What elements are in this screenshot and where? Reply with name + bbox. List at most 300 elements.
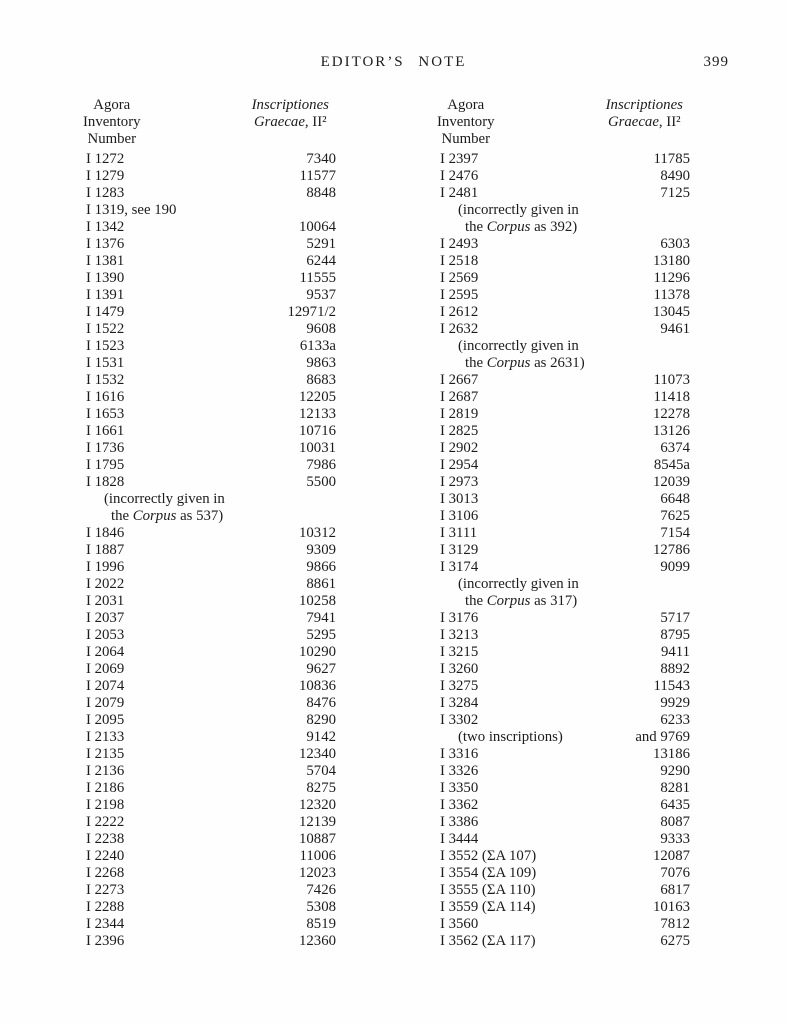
table-row xyxy=(440,814,700,831)
ig-number-cell: 9411 xyxy=(660,644,690,660)
inventory-number-cell: I 3302 xyxy=(440,712,479,728)
inventory-number-cell: I 2135 xyxy=(86,746,125,762)
inventory-number-cell: I 2186 xyxy=(86,780,125,796)
ig-number-cell: 12039 xyxy=(653,474,690,490)
table-row xyxy=(86,593,346,610)
inventory-number-cell: I 2687 xyxy=(440,389,479,405)
ig-number-cell: 8861 xyxy=(306,576,336,592)
ig-header-italic: Graecae, xyxy=(607,114,663,130)
ig-number-cell: 6303 xyxy=(660,236,690,252)
inventory-number-cell: I 3260 xyxy=(440,661,479,677)
table-row xyxy=(86,678,346,695)
table-row xyxy=(440,270,700,287)
ig-number-cell: 12087 xyxy=(653,848,690,864)
ig-number-cell xyxy=(590,593,700,610)
ig-number-cell: 7941 xyxy=(306,610,336,626)
ig-number-cell: 11555 xyxy=(299,270,336,286)
inventory-number-cell: I 1523 xyxy=(86,338,125,354)
table-row xyxy=(440,236,700,253)
table-row xyxy=(86,372,346,389)
ig-number-cell: 9608 xyxy=(306,321,336,337)
ig-number-cell xyxy=(590,355,700,372)
inventory-header-line: Agora xyxy=(447,97,485,113)
ig-number-cell: 9142 xyxy=(306,729,336,745)
ig-number-cell: 13126 xyxy=(653,423,690,439)
table-row xyxy=(440,848,700,865)
table-row xyxy=(440,406,700,423)
inventory-header-line: Number xyxy=(87,131,137,147)
inventory-number-cell: I 2902 xyxy=(440,440,479,456)
ig-number-cell: 5308 xyxy=(306,899,336,915)
ig-number-cell: 8281 xyxy=(660,780,690,796)
table-row xyxy=(440,525,700,542)
ig-number-cell: 11543 xyxy=(653,678,690,694)
ig-number-cell: 6817 xyxy=(660,882,690,898)
ig-number-cell: 12023 xyxy=(299,865,336,881)
inventory-number-cell: I 3316 xyxy=(440,746,479,762)
inventory-number-cell: I 2825 xyxy=(440,423,479,439)
inventory-number-cell: I 1391 xyxy=(86,287,125,303)
ig-number-cell: 5291 xyxy=(306,236,336,252)
ig-number-cell: 11073 xyxy=(653,372,690,388)
inventory-number-cell: I 2476 xyxy=(440,168,479,184)
inventory-number-cell: I 1522 xyxy=(86,321,125,337)
inventory-number-cell: I 1616 xyxy=(86,389,125,405)
table-row xyxy=(86,814,346,831)
table-row xyxy=(440,491,700,508)
table-row xyxy=(86,916,346,933)
table-row xyxy=(86,729,346,746)
ig-number-cell: 7125 xyxy=(660,185,690,201)
table-row xyxy=(86,338,346,355)
inventory-number-cell: I 2079 xyxy=(86,695,125,711)
inventory-number-cell: I 1846 xyxy=(86,525,125,541)
inventory-number-cell: I 2288 xyxy=(86,899,125,915)
table-row xyxy=(86,644,346,661)
table-note-row xyxy=(440,576,700,593)
inventory-number-cell: I 1283 xyxy=(86,185,125,201)
note-text-cell: (incorrectly given in xyxy=(458,202,579,218)
inventory-number-cell: I 3275 xyxy=(440,678,479,694)
inventory-header-line: Inventory xyxy=(437,114,495,130)
table-row xyxy=(440,899,700,916)
column-headers xyxy=(437,97,700,148)
table-row xyxy=(86,389,346,406)
note-text-cell: the Corpus as 2631) xyxy=(465,355,585,371)
table-row xyxy=(440,610,700,627)
ig-number-cell: 7625 xyxy=(660,508,690,524)
note-italic-word: Corpus xyxy=(132,508,177,524)
ig-number-cell xyxy=(590,219,700,236)
ig-number-cell: 10887 xyxy=(299,831,336,847)
table-row xyxy=(86,712,346,729)
ig-number-cell: and 9769 xyxy=(635,729,690,745)
table-note-row xyxy=(86,508,346,525)
ig-number-cell: 8848 xyxy=(306,185,336,201)
inventory-number-cell: I 3552 (ΣΑ 107) xyxy=(440,848,537,864)
inventory-number-cell: I 2240 xyxy=(86,848,125,864)
ig-header-italic: Inscriptiones xyxy=(605,97,683,113)
table-note-row xyxy=(86,491,346,508)
inventory-number-cell: I 3106 xyxy=(440,508,479,524)
ig-number-cell xyxy=(590,202,700,219)
inventory-number-cell: I 2819 xyxy=(440,406,479,422)
column-headers xyxy=(83,97,346,148)
table-row xyxy=(440,831,700,848)
ig-number-cell: 8275 xyxy=(306,780,336,796)
ig-number-cell: 9866 xyxy=(306,559,336,575)
inventory-number-cell: I 3013 xyxy=(440,491,479,507)
table-row xyxy=(440,185,700,202)
ig-header-roman: II² xyxy=(308,114,327,130)
ig-number-cell xyxy=(236,491,346,508)
inventory-number-cell: I 2222 xyxy=(86,814,125,830)
table-row xyxy=(86,304,346,321)
note-text-cell: the Corpus as 392) xyxy=(465,219,578,235)
inventory-number-cell: I 3560 xyxy=(440,916,479,932)
inventory-number-cell: I 3386 xyxy=(440,814,479,830)
inventory-number-cell: I 1653 xyxy=(86,406,125,422)
ig-number-cell: 6435 xyxy=(660,797,690,813)
inventory-number-cell: I 1532 xyxy=(86,372,125,388)
concordance-column-left xyxy=(83,97,346,950)
table-row xyxy=(440,712,700,729)
table-note-row xyxy=(440,219,700,236)
ig-number-cell: 10312 xyxy=(299,525,336,541)
inventory-number-cell: I 1279 xyxy=(86,168,125,184)
table-row xyxy=(86,236,346,253)
note-text-cell: (two inscriptions) xyxy=(458,729,563,745)
ig-number-cell: 8683 xyxy=(306,372,336,388)
inventory-number-cell: I 1479 xyxy=(86,304,125,320)
note-italic-word: Corpus xyxy=(486,355,531,371)
inventory-number-cell: I 1736 xyxy=(86,440,125,456)
table-row xyxy=(86,780,346,797)
table-row xyxy=(86,559,346,576)
table-row xyxy=(86,746,346,763)
ig-header-line xyxy=(589,97,700,114)
table-row xyxy=(86,865,346,882)
inventory-header-line: Inventory xyxy=(83,114,141,130)
inventory-number-cell: I 3176 xyxy=(440,610,479,626)
ig-number-cell: 12133 xyxy=(299,406,336,422)
table-row xyxy=(440,321,700,338)
inventory-number-cell: I 3129 xyxy=(440,542,479,558)
table-row xyxy=(440,253,700,270)
note-italic-word: Corpus xyxy=(486,219,531,235)
table-row xyxy=(440,474,700,491)
table-row xyxy=(86,202,346,219)
table-row xyxy=(440,780,700,797)
table-row xyxy=(440,287,700,304)
table-row xyxy=(86,627,346,644)
ig-header-italic: Inscriptiones xyxy=(251,97,329,113)
inventory-number-cell: I 1996 xyxy=(86,559,125,575)
page-number: 399 xyxy=(703,54,729,70)
table-row xyxy=(86,695,346,712)
table-row xyxy=(440,372,700,389)
inventory-number-cell: I 3554 (ΣΑ 109) xyxy=(440,865,537,881)
ig-number-cell: 10031 xyxy=(299,440,336,456)
table-rows xyxy=(440,151,700,950)
inventory-number-cell: I 1828 xyxy=(86,474,125,490)
ig-number-cell: 5717 xyxy=(660,610,690,626)
table-row xyxy=(440,559,700,576)
inventory-number-cell: I 3562 (ΣΑ 117) xyxy=(440,933,536,949)
inventory-number-cell: I 2238 xyxy=(86,831,125,847)
table-row xyxy=(440,389,700,406)
ig-number-cell: 13180 xyxy=(653,253,690,269)
ig-number-cell: 13045 xyxy=(653,304,690,320)
ig-number-cell: 6233 xyxy=(660,712,690,728)
inventory-number-cell: I 2612 xyxy=(440,304,479,320)
table-row xyxy=(86,899,346,916)
table-row xyxy=(440,440,700,457)
ig-number-cell: 6374 xyxy=(660,440,690,456)
table-row xyxy=(440,644,700,661)
table-row xyxy=(86,423,346,440)
concordance-table xyxy=(83,97,700,950)
table-row xyxy=(440,933,700,950)
page-title: EDITOR’S NOTE xyxy=(320,54,467,70)
inventory-number-cell: I 2397 xyxy=(440,151,479,167)
inventory-number-cell: I 1381 xyxy=(86,253,125,269)
table-row xyxy=(86,797,346,814)
ig-number-cell: 9929 xyxy=(660,695,690,711)
inventory-number-cell: I 2595 xyxy=(440,287,479,303)
ig-header-italic: Graecae, xyxy=(253,114,309,130)
ig-number-cell: 7076 xyxy=(660,865,690,881)
table-row xyxy=(86,610,346,627)
ig-number-cell: 6244 xyxy=(306,253,336,269)
inventory-number-cell: I 2136 xyxy=(86,763,125,779)
inventory-number-cell: I 1887 xyxy=(86,542,125,558)
table-row xyxy=(86,185,346,202)
inventory-number-cell: I 2053 xyxy=(86,627,125,643)
table-row xyxy=(440,763,700,780)
table-row xyxy=(86,882,346,899)
ig-number-cell: 7154 xyxy=(660,525,690,541)
inventory-number-cell: I 1376 xyxy=(86,236,125,252)
inventory-number-cell: I 1661 xyxy=(86,423,125,439)
table-row xyxy=(440,304,700,321)
table-note-row xyxy=(440,338,700,355)
inventory-number-cell: I 2518 xyxy=(440,253,479,269)
inventory-number-cell: I 2954 xyxy=(440,457,479,473)
inventory-number-cell: I 3559 (ΣΑ 114) xyxy=(440,899,536,915)
ig-number-cell xyxy=(590,338,700,355)
concordance-column-right xyxy=(437,97,700,950)
inventory-number-cell: I 2569 xyxy=(440,270,479,286)
table-row xyxy=(440,746,700,763)
ig-number-cell: 7426 xyxy=(306,882,336,898)
inventory-header xyxy=(83,97,141,148)
table-row xyxy=(440,882,700,899)
table-row xyxy=(440,542,700,559)
table-row xyxy=(86,219,346,236)
table-note-row xyxy=(440,729,700,746)
table-row xyxy=(86,831,346,848)
ig-number-cell: 10290 xyxy=(299,644,336,660)
table-row xyxy=(86,542,346,559)
ig-number-cell: 5500 xyxy=(306,474,336,490)
inventory-number-cell: I 3111 xyxy=(440,525,478,541)
ig-number-cell: 8476 xyxy=(306,695,336,711)
ig-number-cell: 11785 xyxy=(653,151,690,167)
note-text-cell: the Corpus as 537) xyxy=(111,508,224,524)
inventory-number-cell: I 3326 xyxy=(440,763,479,779)
inventory-number-cell: I 1342 xyxy=(86,219,125,235)
ig-number-cell: 11577 xyxy=(299,168,336,184)
ig-number-cell: 12786 xyxy=(653,542,690,558)
ig-header xyxy=(589,97,700,148)
ig-number-cell: 11006 xyxy=(299,848,336,864)
table-note-row xyxy=(440,593,700,610)
ig-number-cell: 6648 xyxy=(660,491,690,507)
inventory-number-cell: I 2074 xyxy=(86,678,125,694)
ig-number-cell: 12205 xyxy=(299,389,336,405)
table-row xyxy=(440,168,700,185)
table-row xyxy=(440,508,700,525)
table-row xyxy=(440,916,700,933)
inventory-number-cell: I 2268 xyxy=(86,865,125,881)
table-row xyxy=(86,287,346,304)
inventory-number-cell: I 1272 xyxy=(86,151,125,167)
ig-header-line xyxy=(235,114,346,131)
table-row xyxy=(86,253,346,270)
ig-number-cell: 10258 xyxy=(299,593,336,609)
ig-number-cell: 7340 xyxy=(306,151,336,167)
table-row xyxy=(86,321,346,338)
inventory-number-cell: I 2037 xyxy=(86,610,125,626)
note-text-cell: (incorrectly given in xyxy=(458,338,579,354)
ig-number-cell: 9461 xyxy=(660,321,690,337)
inventory-number-cell: I 2022 xyxy=(86,576,125,592)
inventory-number-cell: I 3444 xyxy=(440,831,479,847)
table-row xyxy=(86,406,346,423)
ig-header xyxy=(235,97,346,148)
ig-number-cell: 8545a xyxy=(653,457,690,473)
ig-number-cell: 8490 xyxy=(660,168,690,184)
table-row xyxy=(86,525,346,542)
table-row xyxy=(86,474,346,491)
ig-header-line xyxy=(235,97,346,114)
ig-number-cell: 12139 xyxy=(299,814,336,830)
table-row xyxy=(86,355,346,372)
inventory-number-cell: I 3174 xyxy=(440,559,479,575)
ig-number-cell: 8519 xyxy=(306,916,336,932)
inventory-number-cell: I 3555 (ΣΑ 110) xyxy=(440,882,536,898)
table-row xyxy=(86,457,346,474)
ig-number-cell: 9333 xyxy=(660,831,690,847)
ig-number-cell: 12360 xyxy=(299,933,336,949)
note-text-cell: (incorrectly given in xyxy=(458,576,579,592)
inventory-number-cell: I 2095 xyxy=(86,712,125,728)
ig-number-cell: 10064 xyxy=(299,219,336,235)
ig-number-cell: 9863 xyxy=(306,355,336,371)
table-row xyxy=(86,440,346,457)
table-row xyxy=(440,627,700,644)
table-row xyxy=(440,797,700,814)
table-note-row xyxy=(440,202,700,219)
inventory-number-cell: I 2396 xyxy=(86,933,125,949)
ig-number-cell: 10836 xyxy=(299,678,336,694)
ig-number-cell: 8892 xyxy=(660,661,690,677)
table-row xyxy=(86,168,346,185)
inventory-number-cell: I 1531 xyxy=(86,355,125,371)
ig-number-cell xyxy=(236,508,346,525)
ig-number-cell: 11296 xyxy=(653,270,690,286)
ig-header-roman: II² xyxy=(662,114,681,130)
table-row xyxy=(86,661,346,678)
ig-header-line xyxy=(589,114,700,131)
table-row xyxy=(440,661,700,678)
ig-number-cell: 9099 xyxy=(660,559,690,575)
ig-number-cell: 11418 xyxy=(653,389,690,405)
ig-number-cell xyxy=(236,202,346,219)
note-text-cell: (incorrectly given in xyxy=(104,491,225,507)
inventory-number-cell: I 2198 xyxy=(86,797,125,813)
table-row xyxy=(440,457,700,474)
ig-number-cell: 9537 xyxy=(306,287,336,303)
ig-number-cell: 5295 xyxy=(306,627,336,643)
table-row xyxy=(440,695,700,712)
ig-number-cell: 9290 xyxy=(660,763,690,779)
table-row xyxy=(86,763,346,780)
table-row xyxy=(86,151,346,168)
inventory-number-cell: I 2973 xyxy=(440,474,479,490)
ig-number-cell: 9309 xyxy=(306,542,336,558)
ig-number-cell: 6275 xyxy=(660,933,690,949)
table-row xyxy=(86,933,346,950)
inventory-number-cell: I 2064 xyxy=(86,644,125,660)
table-row xyxy=(86,270,346,287)
ig-number-cell xyxy=(590,576,700,593)
ig-number-cell: 10716 xyxy=(299,423,336,439)
inventory-number-cell: I 2273 xyxy=(86,882,125,898)
ig-number-cell: 8795 xyxy=(660,627,690,643)
ig-number-cell: 8290 xyxy=(306,712,336,728)
ig-number-cell: 12320 xyxy=(299,797,336,813)
inventory-number-cell: I 2069 xyxy=(86,661,125,677)
inventory-number-cell: I 1390 xyxy=(86,270,125,286)
ig-number-cell: 12971/2 xyxy=(287,304,336,320)
ig-number-cell: 6133a xyxy=(299,338,336,354)
inventory-number-cell: I 2481 xyxy=(440,185,479,201)
inventory-number-cell: I 2632 xyxy=(440,321,479,337)
ig-number-cell: 13186 xyxy=(653,746,690,762)
table-note-row xyxy=(440,355,700,372)
table-row xyxy=(440,151,700,168)
ig-number-cell: 10163 xyxy=(653,899,690,915)
note-italic-word: Corpus xyxy=(486,593,531,609)
ig-number-cell: 7812 xyxy=(660,916,690,932)
inventory-number-cell: I 3284 xyxy=(440,695,479,711)
inventory-number-cell: I 1795 xyxy=(86,457,125,473)
inventory-header-line: Agora xyxy=(93,97,131,113)
table-row xyxy=(440,423,700,440)
note-text-cell: the Corpus as 317) xyxy=(465,593,578,609)
inventory-header xyxy=(437,97,495,148)
ig-number-cell: 11378 xyxy=(653,287,690,303)
ig-number-cell: 7986 xyxy=(306,457,336,473)
table-row xyxy=(440,678,700,695)
inventory-number-cell: I 3215 xyxy=(440,644,479,660)
table-row xyxy=(86,576,346,593)
ig-number-cell: 8087 xyxy=(660,814,690,830)
inventory-number-cell: I 2493 xyxy=(440,236,479,252)
table-rows xyxy=(86,151,346,950)
